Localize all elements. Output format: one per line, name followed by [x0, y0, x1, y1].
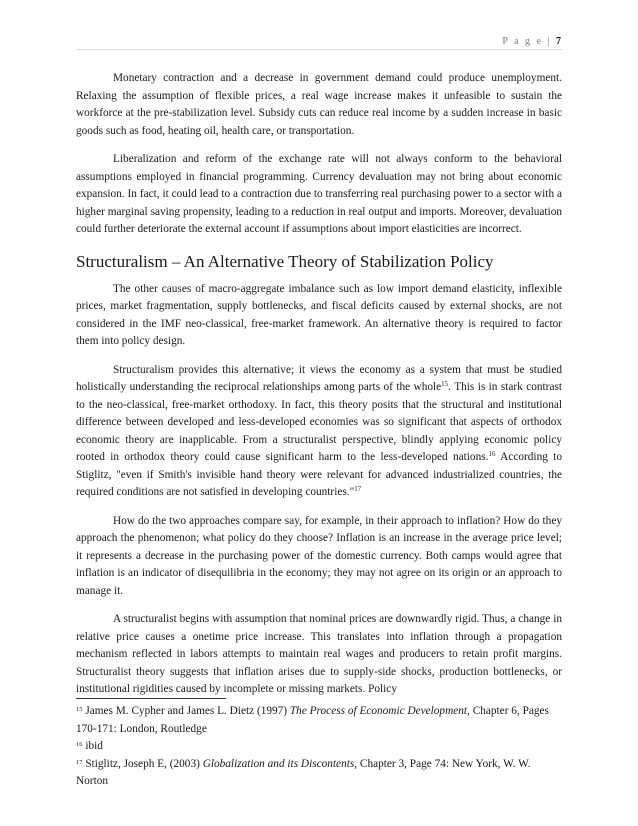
paragraph-inflation-comparison: How do the two approaches compare say, for example, in their approach to inflation? How do they approach the phenomenon; what policy do they choose? Inflation is an increase in the average price level; it represents a decrease in the purchasing power of the domestic currency. Both camps would agree that inflation is an indicator of disequilibria in the economy; they may not agree on its origin or an approach to manage it. [76, 514, 562, 597]
text-segment: Structuralism provides this alternative; it views the economy as a system that must be studied holistically understanding the reciprocal relationships among parts of the whole [76, 363, 562, 393]
paragraph-monetary-contraction: Monetary contraction and a decrease in government demand could produce unemployment. Relaxing the assumption of flexible prices, a real wage increase makes it unfeasible to sustain the workforce at the pre-stabilization level. Subsidy cuts can reduce real income by a sudden increase in basic goods such as food, heating oil, health care, or transportation. [76, 72, 562, 137]
text-segment: . This is in stark contrast to the neo-classical, free-market orthodoxy. In fact, this theory posits that the structural and institutional difference between developed and less-developed economies was so significant that aspects of orthodox economic theory are inapplicable. From a structuralist perspective, blindly applying economic policy rooted in orthodox theory could cause significant harm to the less-developed nations. [76, 381, 562, 463]
paragraph-structuralist-assumption: A structuralist begins with assumption that nominal prices are downwardly rigid. Thus, a change in relative price causes a onetime price increase. This translates into inflation through a propagation mechanism reflected in labors attempts to maintain real wages and producers to retain profit margins. Structuralist theory suggests that inflation arises due to supply-side shocks, production bottlenecks, or institutional rigidities caused by incomplete or missing markets. Policy [76, 613, 562, 695]
footnote-17 [76, 756, 562, 791]
footnote-ref-16[interactable]: 16 [488, 450, 496, 458]
footnotes [76, 703, 562, 791]
footnote-text: , Chapter 6, Pages 170-171: London, Routledge [76, 705, 549, 735]
footnote-16 [76, 738, 562, 756]
footnote-number: 15 [76, 706, 83, 713]
footnote-text: James M. Cypher and James L. Dietz (1997) [85, 705, 290, 717]
footnote-ref-17[interactable]: 17 [354, 485, 362, 493]
footnote-number: 16 [76, 741, 83, 748]
paragraph-structuralism [76, 362, 562, 502]
text-segment: According to Stiglitz, "even if Smith's invisible hand theory were relevant for advanced industrialized countries, the required conditions are not satisfied in developing countries." [76, 451, 563, 498]
page-separator: | [547, 36, 552, 47]
page-header [502, 36, 561, 47]
footnote-text: Stiglitz, Joseph E, (2003) [85, 757, 203, 770]
page-label: P a g e [502, 36, 543, 47]
footnote-text: , Chapter 3, Page 74: New York, W. W. Norton [76, 757, 531, 787]
footnote-divider [76, 698, 226, 699]
page-body [76, 70, 562, 710]
footnote-text: ibid [85, 740, 103, 752]
header-divider [76, 49, 562, 50]
footnote-15 [76, 703, 562, 738]
footnote-book-title: The Process of Economic Development [289, 705, 468, 717]
section-heading: Structuralism – An Alternative Theory of Stabilization Policy [76, 251, 494, 271]
page-number: 7 [556, 36, 561, 47]
footnote-book-title: Globalization and its Discontents [202, 757, 355, 770]
footnote-number: 17 [76, 758, 83, 766]
paragraph-liberalization: Liberalization and reform of the exchange rate will not always conform to the behavioral assumptions employed in financial programming. Currency devaluation may not bring about economic expansion. In fact, it could lead to a contraction due to transferring real purchasing power to a sector with a higher marginal saving propensity, leading to a reduction in real output and imports. Moreover, devaluation could further deteriorate the external account if assumptions about import elasticities are incorrect. [76, 153, 562, 235]
footnote-ref-15[interactable]: 15 [441, 380, 449, 388]
paragraph-other-causes: The other causes of macro-aggregate imbalance such as low import demand elasticity, inflexible prices, market fragmentation, supply bottlenecks, and fiscal deficits caused by external shocks, are not considered in the IMF neo-classical, free-market framework. An alternative theory is required to factor them into policy design. [76, 282, 562, 347]
